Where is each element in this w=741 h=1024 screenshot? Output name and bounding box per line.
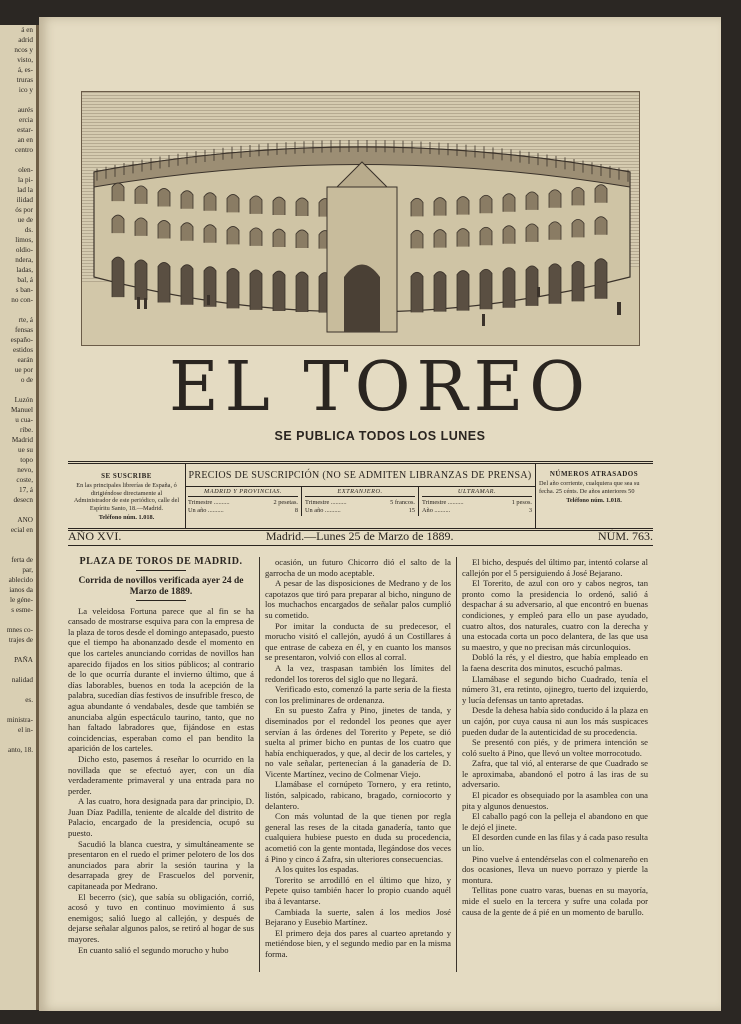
article-paragraph: Con más voluntad de la que tienen por regla general las reses de la citada ganadería, tanto que cualquiera hubiese puesto en duda su procedencia, acometió con la gente montada, llegándose dos veces á Pino y cinco á Zafra, sin ulteriores consecuencias. [265, 811, 451, 864]
left-page-fragment: coste, [16, 476, 33, 484]
article-paragraph: Sacudió la blanca cuestra, y simultáneamente se presentaron en el ruedo el primer pelotero de los dos anunciados para abrir la sesión taurina y la desarrapada grey de Frascuelos del porvenir, capitaneada por Medrano. [68, 838, 254, 892]
subscription-box [68, 461, 653, 531]
article-paragraph: Zafra, que tal vió, al enterarse de que Cuadrado se le aproximaba, abandonó el potro á las iras de su adversario. [462, 758, 648, 790]
price-region [185, 487, 302, 516]
left-page-fragment: ncos y [14, 46, 33, 54]
left-page-fragment [0, 95, 36, 105]
left-page-fragment: es. [25, 696, 33, 704]
left-page-fragment [0, 735, 36, 745]
article-paragraph: Dobló la rés, y el diestro, que había empleado en la faena descrita dos minutos, escuchó palmas. [462, 652, 648, 673]
article-paragraph: A la vez, traspasan también los límites del redondel los toreros del siglo que no llegará. [265, 662, 451, 684]
issue-date: Madrid.—Lunes 25 de Marzo de 1889. [265, 529, 454, 543]
article-paragraph: En su puesto Zafra y Pino, jinetes de tanda, y diseminados por el redondel los peones que ayer servían á las órdenes del Torerito y Pepete, se dió suelta al primer bicho en puntas de los cuatro que había enchiquerados, y que, al decir de los carteles, y no vale señalar, pertenecían á la ganadería de D. Vicente Martínez, vecino de Colmenar Viejo. [265, 705, 451, 779]
left-page-fragment: an en [17, 136, 33, 144]
left-page-fragment: s esme- [11, 606, 33, 614]
left-page-fragment: le géne- [10, 596, 33, 604]
left-page-fragment: ue por [14, 366, 33, 374]
left-page-fragment: á, es- [17, 66, 33, 74]
left-page-fragment: no con- [11, 296, 33, 304]
left-page-fragment: topo [20, 456, 33, 464]
left-page-fragment: ue de [17, 216, 33, 224]
article-paragraph: Se presentó con piés, y de primera intención se coló suelto á Pino, que llevó un voltee morrocotudo. [462, 737, 648, 758]
prices-heading: PRECIOS DE SUSCRIPCIÓN (NO SE ADMITEN LIBRANZAS DE PRENSA) [188, 470, 532, 481]
article-paragraph: La veleidosa Fortuna parece que al fin se ha cansado de mostrarse esquiva para con la empresa de la plaza de toros desde el domingo antepasado, puesto que el tiempo ha abonanzado desde el momento en que los carteles anunciando corridas de novillos han aparecido fijados en los sitios públicos; al contrario de lo que ocurría durante el invierno último, que á días laborables, buenos en toda la acepción de la palabra, sucedían días festivos de insufrible fresco, de agua abundante ó vendabales, desde que también se anunciaba algún espectáculo taurino, tanto, que no han faltado labradores que, fijándose en estas coincidencias, esperaban como el pan bendito la aparición de los carteles. [68, 605, 254, 754]
left-page-fragment: Luzón [14, 396, 33, 404]
adjacent-page-margin [0, 25, 39, 1010]
article-paragraph: El primero deja dos pares al cuarteo apretando y metiéndose bien, y el segundo medio par en la misma forma. [265, 927, 451, 959]
left-page-fragment: españo- [10, 336, 33, 344]
article-headline: Corrida de novillos verificada ayer 24 de Marzo de 1889. [78, 575, 244, 597]
article-paragraph: Cambiada la suerte, salen á los medios José Bejarano y Eusebio Martínez. [265, 906, 451, 928]
bullring-engraving [81, 91, 640, 346]
issue-year: AÑO XVI. [68, 529, 122, 543]
article-paragraph: En cuanto salió el segundo morucho y hubo [78, 944, 229, 955]
dateline [68, 529, 653, 546]
left-page-fragment: bal, á [17, 276, 33, 284]
price-row: Trimestre .......... 1 pesos. [422, 499, 532, 506]
left-page-fragment: ue su [18, 446, 33, 454]
column-2 [265, 557, 451, 960]
article-paragraph: El picador es obsequiado por la asamblea con una pita y algunos denuestos. [462, 790, 648, 811]
left-page-fragment: estar- [17, 126, 33, 134]
subscribe-info [68, 464, 186, 528]
left-page-fragment: á en [21, 26, 33, 34]
price-regions [185, 486, 535, 516]
left-page-fragment: ANO [17, 516, 33, 524]
left-page-fragment: ministra- [7, 716, 33, 724]
left-page-fragment [0, 385, 36, 395]
article-paragraph: Desde la dehesa había sido conducido á la plaza en un cajón, por cuya causa ni aun los más suspicaces pueden dudar de la autenticidad de su procedencia. [462, 705, 648, 737]
left-page-fragment: olen- [18, 166, 33, 174]
left-page-fragment: visto, [17, 56, 33, 64]
left-page-fragment: earán [17, 356, 33, 364]
left-page-fragment [0, 505, 36, 515]
price-region [302, 487, 419, 516]
price-row: Trimestre .......... 5 francos. [305, 499, 415, 506]
article-paragraph: El bicho, después del último par, intentó colarse al callejón por el 5 persiguiendo á José Bejarano. [462, 557, 648, 578]
left-page-fragment: fensas [15, 326, 33, 334]
back-issues-text: Del año corriente, cualquiera que sea su fecha. 25 cénts. De años anteriores 50 [539, 480, 640, 495]
issue-number: NÚM. 763. [597, 529, 653, 543]
left-page-fragment: ndera, [15, 256, 33, 264]
region-name: EXTRANJERO. [305, 488, 415, 497]
article-paragraph: Por imitar la conducta de su predecesor, el morucho visitó el callejón, ayudó á un Costillares á que entrase de cabeza en él, y en cuanto los mansos se presentaron, volvió con ellos al corral. [265, 620, 451, 663]
left-page-fragment [0, 645, 36, 655]
left-page-fragment: desecn [13, 496, 33, 504]
left-page-fragment: mnes co- [6, 626, 33, 634]
left-page-fragment: aurés [17, 106, 33, 114]
left-page-fragment: ribe. [20, 426, 33, 434]
left-page-fragment: Manuel [11, 406, 33, 414]
left-page-fragment [0, 665, 36, 675]
article-paragraph: ocasión, un futuro Chicorro dió el salto de la garrocha de un modo aceptable. [265, 557, 451, 578]
price-region [419, 487, 535, 516]
left-page-fragment: lad la [17, 186, 33, 194]
article-paragraph: El desorden cunde en las filas y á cada paso resulta un lío. [462, 832, 648, 854]
article-paragraph: A los quites los espadas. [275, 864, 359, 875]
article-paragraph: Verificado esto, comenzó la parte seria de la fiesta con los preliminares de ordenanza. [265, 684, 451, 705]
left-page-fragment: ico y [18, 86, 33, 94]
left-page-fragment: trajes de [8, 636, 33, 644]
left-page-fragment: Madrid [11, 436, 33, 444]
subscribe-text: En las principales librerías de España, ó dirigiéndose directamente al Administrador de este periódico, calle del Espíritu Santo, 18.—Madrid. [73, 482, 180, 512]
article-paragraph: El caballo pagó con la pelleja el abandono en que le dejó el jinete. [462, 811, 648, 832]
newspaper-page [39, 17, 721, 1011]
left-page-fragment: nevo, [17, 466, 33, 474]
left-page-fragment: par, [22, 566, 33, 574]
column-1 [68, 557, 254, 955]
left-page-fragment: o de [20, 376, 33, 384]
left-page-fragment: 17, á [19, 486, 33, 494]
left-page-fragment: ablecido [8, 576, 33, 584]
left-page-fragment [0, 545, 36, 555]
left-page-fragment [0, 155, 36, 165]
article-paragraph: Torerito se arrodilló en el último que hizo, y Pepete quiso también hacer lo propio cuando aquél iba á levantarse. [265, 874, 451, 906]
left-page-fragment [0, 705, 36, 715]
left-page-fragment: s ban- [15, 286, 33, 294]
column-3 [462, 557, 648, 917]
left-page-fragment: PAÑA [14, 656, 33, 664]
region-name: MADRID Y PROVINCIAS. [188, 488, 298, 497]
price-row: Año .......... 3 [422, 507, 532, 514]
back-issues-heading: NÚMEROS ATRASADOS [549, 470, 639, 478]
left-page-fragment [0, 615, 36, 625]
article-paragraph: El becerro (sic), que sabía su obligación, corrió, acosó y tuvo en continuo movimiento á sus enemigos; salió luego al callejón, y después de dejarse señalar algunos palos, se retiró al hogar de sus mayores. [68, 891, 254, 944]
left-page-fragment: ecial en [10, 526, 33, 534]
subscribe-heading: SE SUSCRIBE [101, 472, 152, 480]
left-page-fragment: limos, [15, 236, 33, 244]
region-name: ULTRAMAR. [422, 488, 532, 497]
left-page-fragment: adrid [18, 36, 33, 44]
left-page-fragment [0, 535, 36, 545]
article-paragraph: El Torerito, de azul con oro y cabos negros, tan pronto como la presidencia lo ordenó, salió á despachar á su adversario, al que encontró en buenas condiciones, y empleó para ello un pase ayudado, cuatro altos, dos naturales, cuatro con la derecha y una estocada corta un poco delantera, de las que usa su maestro, y que no precisan más circunloquios. [462, 578, 648, 652]
left-page-fragment: el in- [18, 726, 33, 734]
article-paragraph: Llamábase el segundo bicho Cuadrado, tenía el número 31, era retinto, ojinegro, tuerto del izquierdo, y lucía defensas un tanto apretadas. [462, 673, 648, 705]
left-page-fragment: truras [16, 76, 33, 84]
article-paragraph: A las cuatro, hora designada para dar principio, D. Juan Díaz Padilla, teniente de alcalde del distrito de Palacio, encargado de la presidencia, ocupó su puesto. [68, 796, 254, 839]
left-page-fragment: centro [15, 146, 33, 154]
section-heading: PLAZA DE TOROS DE MADRID. [79, 556, 243, 567]
price-row: Un año .......... 8 [188, 507, 298, 514]
left-page-fragment: oldio- [15, 246, 33, 254]
left-page-fragment: anto, 18. [8, 746, 33, 754]
left-page-fragment: rte, á [18, 316, 33, 324]
left-page-fragment: ferta de [11, 556, 33, 564]
left-page-fragment: ercia [19, 116, 33, 124]
back-issues-phone: Teléfono núm. 1.018. [566, 497, 622, 504]
article-paragraph: Tellitas pone cuatro varas, buenas en su mayoría, mide el suelo en la tercera y sufre una colada por causa de la gente de á pié en un momento de barullo. [462, 885, 648, 917]
left-page-fragment: estidos [13, 346, 33, 354]
price-row: Un año .......... 15 [305, 507, 415, 514]
back-issues-info [535, 464, 653, 528]
left-page-fragment [0, 685, 36, 695]
article-paragraph: Dicho esto, pasemos á reseñar lo ocurrido en la novillada que se efectuó ayer, con un día verdaderamente primaveral y una entrada para no perder. [68, 753, 254, 796]
left-page-fragment: ianos da [9, 586, 33, 594]
masthead-title: EL TOREO [168, 348, 592, 427]
article-paragraph: A pesar de las disposiciones de Medrano y de los capotazos que tiró para preparar al bicho, ninguno de los muchachos encargados de señalar palos cumplió su cometido. [265, 578, 451, 620]
left-page-fragment: u cua- [15, 416, 33, 424]
article-columns [68, 557, 653, 977]
left-page-fragment: la pi- [18, 176, 33, 184]
article-paragraph: Pino vuelve á entendérselas con el colmenareño en dos ocasiones, lleva un nuevo porrazo y pierde la montura. [462, 853, 648, 885]
subscribe-phone: Teléfono núm. 1.018. [98, 514, 155, 521]
masthead-subtitle: SE PUBLICA TODOS LOS LUNES [274, 429, 486, 443]
price-row: Trimestre .......... 2 pesetas. [188, 499, 298, 506]
left-page-fragment: nalidad [11, 676, 33, 684]
left-page-fragment: ós por [15, 206, 33, 214]
article-paragraph: Llamábase el cornúpeto Tornero, y era retinto, listón, salpicado, rabicano, bragado, corniocorto y delantero. [265, 779, 451, 811]
subscription-prices [185, 464, 536, 528]
left-page-fragment: ladas, [16, 266, 33, 274]
left-page-fragment [0, 305, 36, 315]
left-page-fragment: ds. [24, 226, 33, 234]
left-page-fragment: ilidad [16, 196, 33, 204]
